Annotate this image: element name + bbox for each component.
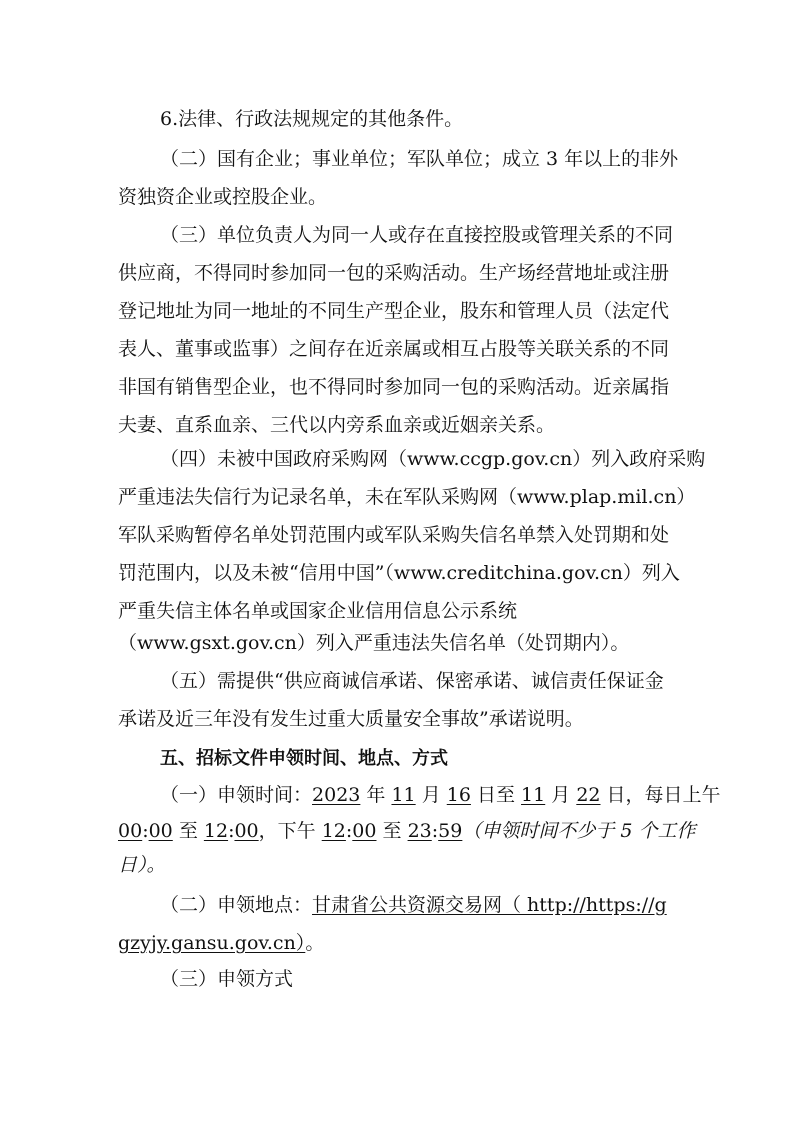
pm-start-hour: 12 (321, 820, 346, 842)
colon: : (228, 820, 235, 842)
am-start-hour: 00 (118, 820, 143, 842)
application-hours-line (118, 818, 696, 844)
colon: : (345, 820, 353, 842)
paragraph-line: （五）需提供“供应商诚信承诺、保密承诺、诚信责任保证金 (160, 670, 664, 692)
paragraph-line: 罚范围内，以及未被“信用中国”（www.creditchina.gov.cn）列入 (118, 562, 680, 584)
unit-text: 日至 (470, 784, 522, 806)
paragraph-line: 资独资企业或控股企业。 (118, 186, 328, 208)
pm-start-minute: 00 (352, 820, 377, 842)
paragraph-line: 表人、董事或监事）之间存在近亲属或相互占股等关联关系的不同 (118, 338, 670, 360)
time-prefix: （一）申领时间： (160, 784, 313, 806)
section-heading: 五、招标文件申领时间、地点、方式 (160, 748, 448, 769)
application-time-line (160, 782, 721, 808)
paragraph-line: （三）申领方式 (160, 968, 294, 990)
colon: : (431, 820, 439, 842)
colon: : (142, 820, 149, 842)
am-end-minute: 00 (234, 820, 259, 842)
paragraph-line: 日）。 (118, 854, 166, 876)
unit-text: ，下午 (258, 820, 322, 842)
unit-text: 日，每日上午 (600, 784, 721, 806)
application-place-line (160, 892, 678, 918)
paragraph-line: 军队采购暂停名单处罚范围内或军队采购失信名单禁入处罚期和处 (118, 524, 670, 546)
am-end-hour: 12 (203, 820, 229, 842)
paragraph-line: 严重失信主体名单或国家企业信用信息公示系统 (118, 600, 518, 622)
unit-text: 年 (360, 784, 392, 806)
time-note: （申领时间不少于 5 个工作 (462, 820, 696, 842)
paragraph-line: （www.gsxt.gov.cn）列入严重违法失信名单（处罚期内）。 (118, 632, 630, 654)
place-prefix: （二）申领地点： (160, 894, 313, 916)
start-month: 11 (391, 784, 416, 806)
paragraph-line: 严重违法失信行为记录名单，未在军队采购网（www.plap.mil.cn） (118, 486, 696, 508)
end-month: 11 (521, 784, 546, 806)
unit-text: 至 (376, 820, 408, 842)
paragraph-line: 供应商，不得同时参加同一包的采购活动。生产场经营地址或注册 (118, 262, 670, 284)
end-day: 22 (576, 784, 601, 806)
period: 。 (305, 932, 325, 954)
paragraph-line: 登记地址为同一地址的不同生产型企业，股东和管理人员（法定代 (118, 300, 670, 322)
paragraph-line: （三）单位负责人为同一人或存在直接控股或管理关系的不同 (160, 224, 674, 246)
paragraph-line: （四）未被中国政府采购网（www.ccgp.gov.cn）列入政府采购 (160, 448, 706, 470)
pm-end-hour: 23 (407, 820, 432, 842)
start-day: 16 (446, 784, 471, 806)
year-value: 2023 (312, 784, 361, 806)
am-start-minute: 00 (148, 820, 173, 842)
paragraph-line: 非国有销售型企业，也不得同时参加同一包的采购活动。近亲属指 (118, 376, 670, 398)
unit-text: 月 (415, 784, 447, 806)
website-link[interactable]: 甘肃省公共资源交易网（ http://https://g (312, 894, 667, 916)
paragraph-line: 夫妻、直系血亲、三代以内旁系血亲或近姻亲关系。 (118, 414, 556, 436)
unit-text: 月 (545, 784, 577, 806)
pm-end-minute: 59 (438, 820, 463, 842)
paragraph-line: 6.法律、行政法规规定的其他条件。 (160, 108, 464, 130)
paragraph-line: （二）国有企业；事业单位；军队单位；成立 3 年以上的非外 (160, 148, 679, 170)
paragraph-line: 承诺及近三年没有发生过重大质量安全事故”承诺说明。 (118, 708, 584, 730)
unit-text: 至 (172, 820, 204, 842)
application-place-line-cont (118, 930, 678, 956)
website-link-cont[interactable]: gzyjy.gansu.gov.cn） (118, 932, 306, 954)
